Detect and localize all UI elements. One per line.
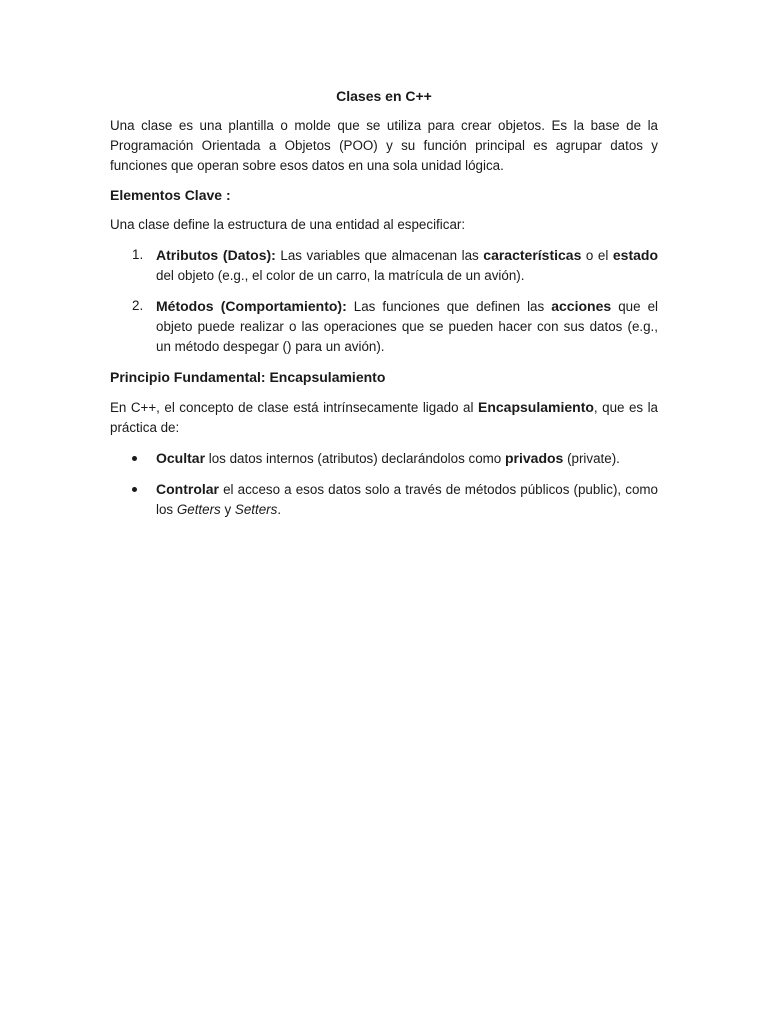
lead-text: En C++, el concepto de clase está intrínsecamente ligado al [110,400,478,415]
encapsulation-list [110,448,658,520]
item-text: los datos internos (atributos) declarándolos como [205,451,505,466]
keyword-estado: estado [612,247,659,263]
item-text: y [220,502,235,517]
item-text: (private). [563,451,620,466]
item-text: que el objeto puede realizar o las operaciones que se pueden hacer con sus datos (e.g., un método despegar () para un avión). [156,299,658,354]
document-title: Clases en C++ [336,88,432,104]
term-ocultar: Ocultar [156,450,206,466]
bullet-item-controlar [110,479,658,520]
intro-paragraph: Una clase es una plantilla o molde que se utiliza para crear objetos. Es la base de la Programación Orientada a Objetos (POO) y su función principal es agrupar datos y funciones que operan sobre esos datos en una sola unidad lógica. [110,118,658,173]
keyword-encapsulamiento: Encapsulamiento [477,399,594,415]
document-body [110,86,658,530]
list-number: 1. [132,247,144,262]
item-text: el acceso a esos datos solo a través de métodos públicos (public), como los [156,482,658,517]
list-item-atributos [110,245,658,286]
keyword-caracteristicas: características [483,247,582,263]
section-heading-elementos: Elementos Clave : [110,187,231,203]
bullet-item-ocultar [110,448,658,469]
item-text: . [277,502,282,517]
term-setters: Setters [234,502,278,517]
bullet-icon [132,456,137,461]
term-atributos: Atributos (Datos): [156,247,276,263]
section2-lead [110,397,658,438]
term-metodos: Métodos (Comportamiento): [156,298,347,314]
item-text: o el [581,248,613,263]
keyword-acciones: acciones [551,298,612,314]
elements-list [110,245,658,357]
item-text: del objeto (e.g., el color de un carro, la matrícula de un avión). [156,268,525,283]
item-text: Las variables que almacenan las [275,248,484,263]
list-number: 2. [132,298,144,313]
item-text: Las funciones que definen las [346,299,552,314]
section-heading-encapsulamiento: Principio Fundamental: Encapsulamiento [110,369,386,385]
term-getters: Getters [176,502,221,517]
section1-lead: Una clase define la estructura de una entidad al especificar: [110,217,466,232]
term-controlar: Controlar [156,481,219,497]
bullet-icon [132,487,137,492]
keyword-privados: privados [504,450,564,466]
lead-text: , que es la práctica de: [110,400,659,435]
list-item-metodos [110,296,658,357]
